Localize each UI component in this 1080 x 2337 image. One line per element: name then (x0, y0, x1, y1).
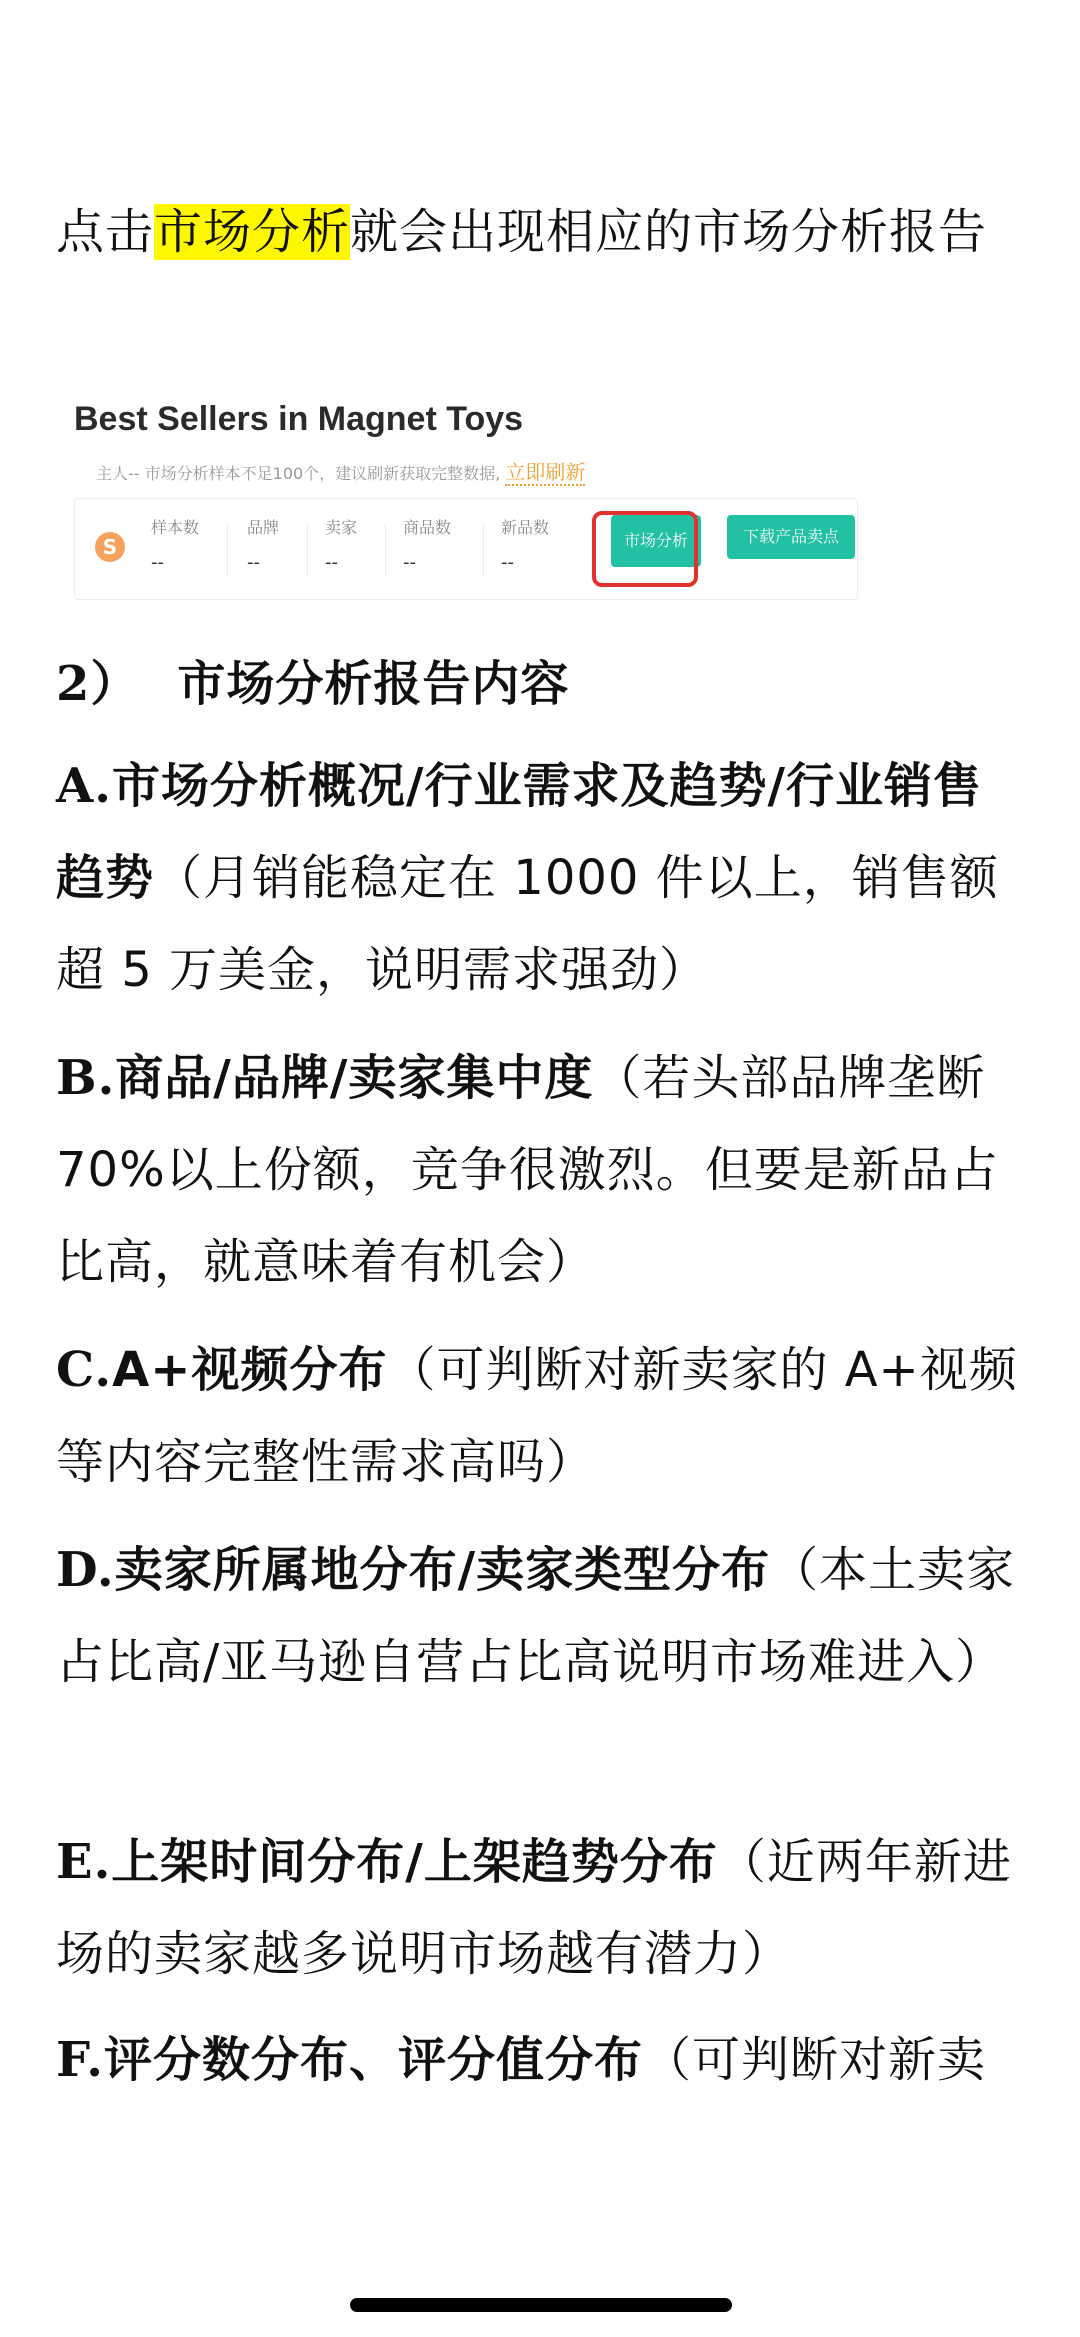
screenshot-subtitle (96, 456, 585, 485)
item-prefix: C. (56, 1342, 113, 1398)
item-prefix: B. (56, 1050, 116, 1106)
divider (307, 523, 308, 577)
item-desc: （可判断对新卖 (642, 2032, 986, 2088)
item-desc: （若头部品牌垄断70%以上份额，竞争很激烈。但要是新品占比高，就意味着有机会） (56, 1050, 999, 1290)
stat-products (403, 515, 451, 585)
stat-value: -- (247, 552, 260, 573)
intro-after: 就会出现相应的市场分析报告 (350, 204, 988, 260)
screenshot-title: Best Sellers in Magnet Toys (74, 400, 524, 438)
item-title: 评分数分布、评分值分布 (103, 2032, 643, 2088)
list-item-e (56, 1816, 1026, 2000)
stats-panel (74, 498, 858, 600)
item-prefix: E. (56, 1834, 112, 1890)
stat-new-products (501, 515, 549, 585)
stat-value: -- (501, 552, 514, 573)
item-prefix: F. (56, 2032, 104, 2088)
item-desc: （近两年新进场的卖家越多说明市场越有潜力） (56, 1834, 1012, 1982)
home-indicator[interactable] (350, 2298, 732, 2312)
list-item-b (56, 1032, 1026, 1308)
coin-logo-icon: S (95, 532, 125, 562)
highlighted-term: 市场分析 (154, 204, 351, 260)
item-title: 卖家所属地分布/卖家类型分布 (114, 1542, 771, 1598)
list-item-f (56, 2014, 1026, 2106)
item-desc: （月销能稳定在 1000 件以上，销售额超 5 万美金，说明需求强劲） (56, 850, 999, 998)
divider (385, 523, 386, 577)
stat-label: 新品数 (501, 518, 550, 537)
section-title: 市场分析报告内容 (177, 656, 570, 712)
item-title: 市场分析概况/行业需求及趋势/行业销售趋势 (56, 758, 983, 906)
refresh-link[interactable]: 立即刷新 (505, 460, 586, 484)
stat-brand (247, 515, 279, 585)
item-prefix: D. (56, 1542, 115, 1598)
section-number: 2） (56, 656, 140, 712)
stat-value: -- (403, 552, 416, 573)
item-desc: （本土卖家占比高/亚马逊自营占比高说明市场难进入） (56, 1542, 1016, 1690)
stat-label: 品牌 (247, 518, 280, 537)
stat-label: 商品数 (403, 518, 452, 537)
item-title: 上架时间分布/上架趋势分布 (111, 1834, 718, 1890)
market-analysis-button[interactable]: 市场分析 (611, 515, 701, 567)
item-title: 商品/品牌/卖家集中度 (115, 1050, 594, 1106)
embedded-screenshot (56, 390, 856, 610)
stat-label: 卖家 (325, 518, 358, 537)
item-prefix: A. (56, 758, 112, 814)
sample-warning: 主人-- 市场分析样本不足100个，建议刷新获取完整数据, (96, 464, 506, 483)
intro-paragraph (56, 186, 1026, 278)
stat-seller (325, 515, 357, 585)
intro-before: 点击 (56, 204, 155, 260)
download-selling-points-button[interactable]: 下载产品卖点 (727, 515, 855, 559)
divider (483, 523, 484, 577)
item-title: A+视频分布 (112, 1342, 388, 1398)
list-item-d (56, 1524, 1026, 1708)
stat-label: 样本数 (151, 518, 200, 537)
list-item-a (56, 740, 1026, 1016)
stat-sample (151, 515, 199, 585)
section-heading (56, 638, 1026, 730)
list-item-c (56, 1324, 1026, 1508)
item-desc: （可判断对新卖家的 A+视频等内容完整性需求高吗） (56, 1342, 1018, 1490)
divider (227, 523, 228, 577)
stat-value: -- (151, 552, 164, 573)
highlight-frame (592, 511, 698, 587)
stat-value: -- (325, 552, 338, 573)
